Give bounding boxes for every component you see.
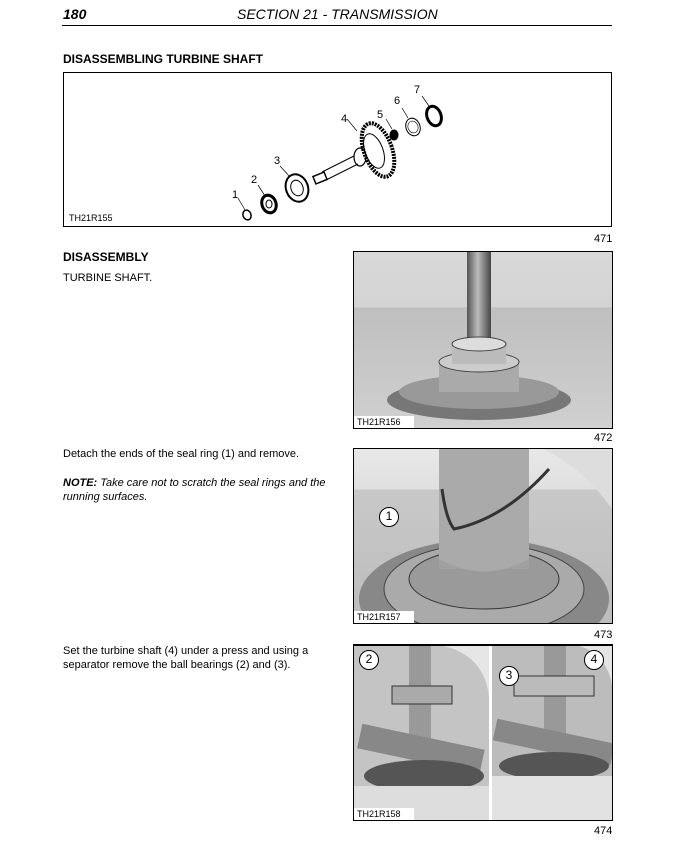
callout-1: 1	[379, 507, 399, 527]
part-label-6: 6	[394, 95, 401, 107]
step-2-text: Set the turbine shaft (4) under a press and using a separator remove the ball bearings (2) and (3).	[63, 645, 309, 671]
part-label-3: 3	[274, 155, 281, 167]
turbine-shaft-photo-icon	[354, 252, 613, 429]
seal-ring-photo-icon	[354, 449, 613, 624]
figure-number: 473	[594, 629, 613, 641]
part-label-2: 2	[251, 174, 258, 186]
subheading: DISASSEMBLY	[63, 250, 149, 264]
callout-2: 2	[359, 650, 379, 670]
part-label-4: 4	[341, 113, 348, 125]
photo-seal-ring	[353, 448, 613, 624]
photo-turbine-shaft	[353, 251, 613, 429]
photo-bearing-removal	[353, 645, 613, 821]
part-label-7: 7	[414, 84, 421, 96]
page-number: 180	[63, 6, 87, 22]
page-title: DISASSEMBLING TURBINE SHAFT	[63, 52, 264, 66]
step-1-note	[63, 476, 343, 504]
figure-number: 472	[594, 432, 613, 444]
figure-code: TH21R156	[354, 416, 414, 428]
callout-3: 3	[499, 666, 519, 686]
exploded-diagram-figure	[63, 72, 612, 227]
turbine-shaft-exploded-view-icon	[64, 73, 613, 228]
header-divider	[62, 25, 612, 26]
note-label: NOTE:	[63, 477, 98, 489]
figure-code: TH21R155	[69, 213, 113, 223]
part-label-5: 5	[377, 109, 384, 121]
intro-text: TURBINE SHAFT.	[63, 272, 153, 284]
figure-code: TH21R157	[354, 611, 414, 623]
callout-4: 4	[584, 650, 604, 670]
figure-code: TH21R158	[354, 808, 414, 820]
step-1-text: Detach the ends of the seal ring (1) and remove.	[63, 448, 300, 460]
section-title-header: SECTION 21 - TRANSMISSION	[237, 6, 438, 22]
figure-number: 474	[594, 825, 613, 837]
note-text: Take care not to scratch the seal rings and the running surfaces.	[63, 477, 326, 503]
part-label-1: 1	[232, 189, 239, 201]
bearing-removal-photo-icon	[354, 646, 613, 821]
figure-number: 471	[594, 233, 613, 245]
